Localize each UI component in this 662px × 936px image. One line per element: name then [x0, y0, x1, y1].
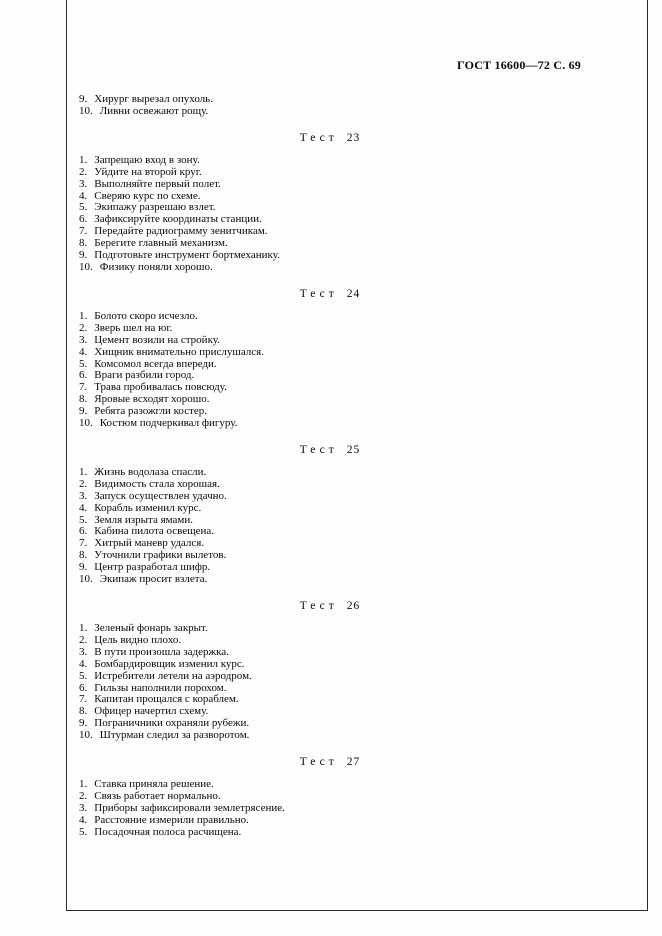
item-number: 5. [79, 357, 88, 370]
test-section [79, 756, 581, 839]
item-number: 9. [79, 249, 88, 262]
item-text: Яровые всходят хорошо. [94, 393, 210, 406]
item-number: 9. [79, 93, 88, 105]
list-item [79, 730, 581, 742]
item-number: 6. [79, 525, 88, 538]
item-number: 2. [79, 165, 88, 178]
item-number: 1. [79, 778, 88, 791]
item-number: 9. [79, 405, 88, 418]
test-title-word: Тест [299, 287, 338, 300]
test-section [79, 600, 581, 742]
item-number: 6. [79, 369, 88, 382]
item-number: 3. [79, 177, 88, 190]
item-text: Зверь шел на юг. [94, 321, 173, 334]
item-text: Болото скоро исчезло. [94, 309, 198, 322]
item-text: Уточнили графики вылетов. [94, 549, 227, 562]
test-section [79, 444, 581, 586]
item-number: 2. [79, 633, 88, 646]
item-text: Ливни освежают рощу. [99, 104, 209, 117]
item-text: Расстояние измерили правильно. [94, 813, 249, 826]
item-text: В пути произошла задержка. [94, 645, 229, 658]
item-text: Уйдите на второй круг. [94, 165, 202, 178]
item-text: Пограничники охраняли рубежи. [94, 717, 250, 730]
item-number: 7. [79, 693, 88, 706]
item-text: Офицер начертил схему. [94, 705, 209, 718]
item-number: 5. [79, 669, 88, 682]
item-text: Физику поняли хорошо. [99, 260, 213, 273]
item-text: Земля изрыта ямами. [94, 513, 194, 526]
item-text: Зеленый фонарь закрыт. [94, 622, 208, 634]
test-title-word: Тест [299, 600, 338, 612]
item-text: Передайте радиограмму зенитчикам. [94, 225, 268, 238]
item-number: 1. [79, 622, 88, 634]
item-text: Цель видно плохо. [94, 633, 182, 646]
tests-container [79, 132, 581, 839]
page-content [79, 58, 581, 839]
item-text: Запуск осуществлен удачно. [94, 489, 227, 502]
test-title-number: 25 [346, 443, 361, 456]
item-number: 8. [79, 393, 88, 406]
item-text: Экипаж просит взлета. [99, 573, 208, 586]
item-text: Трава пробивалась повсюду. [94, 381, 227, 394]
item-number: 10. [79, 417, 93, 430]
item-text: Центр разработал шифр. [94, 561, 211, 574]
item-number: 2. [79, 477, 88, 490]
item-number: 10. [79, 573, 93, 586]
test-title-number: 24 [346, 287, 361, 300]
list-item [79, 262, 581, 274]
item-text: Корабль изменил курс. [94, 501, 202, 514]
test-list [79, 311, 581, 430]
item-number: 3. [79, 645, 88, 658]
test-title-number: 26 [346, 600, 361, 612]
item-number: 7. [79, 537, 88, 550]
test-title [79, 756, 581, 769]
item-text: Подготовьте инструмент бортмеханику. [94, 249, 280, 262]
item-number: 7. [79, 381, 88, 394]
item-number: 3. [79, 333, 88, 346]
item-number: 8. [79, 237, 88, 250]
test-list [79, 623, 581, 742]
item-text: Враги разбили город. [94, 369, 195, 382]
item-text: Жизнь водолаза спасли. [94, 465, 207, 478]
item-number: 4. [79, 189, 88, 202]
item-text: Связь работает нормально. [94, 789, 221, 802]
item-number: 4. [79, 813, 88, 826]
item-number: 2. [79, 321, 88, 334]
list-item [79, 574, 581, 586]
item-number: 6. [79, 213, 88, 226]
item-text: Истребители летели на аэродром. [94, 669, 252, 682]
item-number: 5. [79, 201, 88, 214]
test-title [79, 444, 581, 457]
page-header [79, 58, 581, 72]
item-number: 9. [79, 561, 88, 574]
item-text: Выполняйте первый полет. [94, 177, 221, 190]
test-title-number: 23 [346, 131, 361, 144]
item-number: 8. [79, 549, 88, 562]
test-title-word: Тест [299, 756, 338, 769]
item-number: 10. [79, 104, 93, 117]
item-text: Бомбардировщик изменил курс. [94, 657, 245, 670]
item-text: Ребята разожгли костер. [94, 405, 208, 418]
item-text: Зафиксируйте координаты станции. [94, 213, 262, 226]
item-number: 3. [79, 489, 88, 502]
item-number: 1. [79, 153, 88, 166]
item-number: 2. [79, 789, 88, 802]
item-number: 4. [79, 345, 88, 358]
list-item [79, 827, 581, 839]
item-number: 8. [79, 705, 88, 718]
item-text: Хищник внимательно прислушался. [94, 345, 264, 358]
test-list [79, 467, 581, 586]
item-number: 6. [79, 681, 88, 694]
test-list [79, 155, 581, 274]
test-title [79, 600, 581, 613]
item-text: Ставка приняла решение. [94, 778, 214, 791]
list-item [79, 106, 581, 118]
test-title-number: 27 [346, 756, 361, 769]
item-text: Хирург вырезал опухоль. [94, 93, 213, 105]
item-number: 9. [79, 717, 88, 730]
intro-list [79, 94, 581, 118]
item-text: Берегите главный механизм. [94, 237, 228, 250]
item-text: Кабина пилота освещена. [94, 525, 215, 538]
doc-reference: ГОСТ 16600—72 С. 69 [457, 58, 581, 72]
item-text: Цемент возили на стройку. [94, 333, 220, 346]
item-number: 3. [79, 801, 88, 814]
item-text: Сверяю курс по схеме. [94, 189, 201, 202]
item-text: Штурман следил за разворотом. [99, 729, 250, 742]
item-text: Гильзы наполнили порохом. [94, 681, 227, 694]
test-section [79, 288, 581, 430]
item-text: Запрещаю вход в зону. [94, 153, 200, 166]
item-text: Костюм подчеркивал фигуру. [99, 417, 238, 430]
item-number: 4. [79, 657, 88, 670]
item-text: Приборы зафиксировали землетрясение. [94, 801, 285, 814]
item-number: 10. [79, 260, 93, 273]
item-text: Комсомол всегда впереди. [94, 357, 217, 370]
item-text: Хитрый маневр удался. [94, 537, 205, 550]
test-section [79, 132, 581, 274]
item-text: Посадочная полоса расчищена. [94, 825, 242, 838]
item-number: 7. [79, 225, 88, 238]
item-number: 10. [79, 729, 93, 742]
item-text: Экипажу разрешаю взлет. [94, 201, 216, 214]
test-list [79, 779, 581, 839]
item-number: 1. [79, 309, 88, 322]
test-title [79, 132, 581, 145]
item-number: 4. [79, 501, 88, 514]
item-text: Капитан прощался с кораблем. [94, 693, 239, 706]
test-title [79, 288, 581, 301]
test-title-word: Тест [299, 131, 338, 144]
item-number: 1. [79, 465, 88, 478]
test-title-word: Тест [299, 443, 338, 456]
item-number: 5. [79, 513, 88, 526]
item-number: 5. [79, 825, 88, 838]
item-text: Видимость стала хорошая. [94, 477, 220, 490]
list-item [79, 418, 581, 430]
